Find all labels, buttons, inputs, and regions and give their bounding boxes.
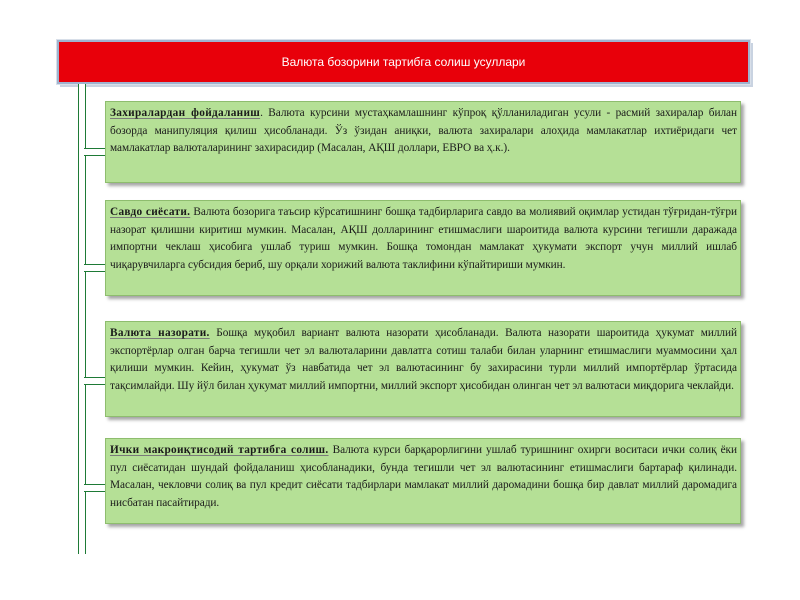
card-text: Валюта курси барқарорлигини ушлаб туришнинг охирги воситаси ички солиқ ёки пул сиёсатидан шундай фойдаланиш ҳисобланадики, бунда тегишли чет эл валютасининг етишмаслиги бартараф қилинади. Масалан, чекловчи солиқ ва пул кредит сиёсати тадбирлари мамлакат миллий даромадини бошқа бир давлат миллий даромадига нисбатан пасайтиради. bbox=[110, 444, 737, 509]
card-term: Савдо сиёсати. bbox=[110, 206, 191, 218]
card-trade-policy bbox=[105, 200, 741, 296]
slide-title: Валюта бозорини тартибга солиш усуллари bbox=[57, 40, 750, 84]
card-term: Ички макроиқтисодий тартибга солиш. bbox=[110, 444, 329, 456]
card-reserves bbox=[105, 101, 741, 183]
card-text: Валюта бозорига таъсир кўрсатишнинг бошқа тадбирларига савдо ва молиявий оқимлар устидан тўғридан-тўғри назорат қилишни киритиш мумкин. Масалан, АҚШ долларининг етишмаслиги шароитида валюта курсини тегишли даражада импортни чеклаш ҳисобига ушлаб туриш мумкин. Бошқа томондан мамлакат ҳукумати экспорт учун миллий ишлаб чиқарувчиларга субсидия бериб, шу орқали хорижий валюта таклифини кўпайтириши мумкин. bbox=[110, 206, 737, 271]
card-term: Валюта назорати. bbox=[110, 327, 210, 339]
card-text: . Валюта курсини мустаҳкамлашнинг кўпроқ қўлланиладиган усули - расмий захиралар билан бозорда манипуляция қилиш ҳисобланади. Ўз ўзидан аниқки, валюта захиралари алоҳида мамлакатлар ихтиёридаги чет мамлакатлар валюталарининг захирасидир (Масалан, АҚШ доллари, ЕВРО ва ҳ.к.). bbox=[110, 107, 737, 155]
card-text: Бошқа муқобил вариант валюта назорати ҳисобланади. Валюта назорати шароитида ҳукумат миллий экспортёрлар олган барча тегишли чет эл валюталарини давлатга сотиш талаби билан уларнинг етишмаслиги муаммосини ҳал қилиши мумкин. Кейин, ҳукумат ўз навбатида чет эл валютасининг бу захирасини турли миллий импортёрлар ўртасида тақсимлайди. Шу йўл билан ҳукумат миллий импортни, миллий экспорт ҳисобидан олинган чет эл валютаси миқдорига чеклайди. bbox=[110, 327, 737, 392]
card-term: Захиралардан фойдаланиш bbox=[110, 107, 261, 119]
card-macro-regulation bbox=[105, 438, 741, 524]
card-currency-control bbox=[105, 321, 741, 417]
